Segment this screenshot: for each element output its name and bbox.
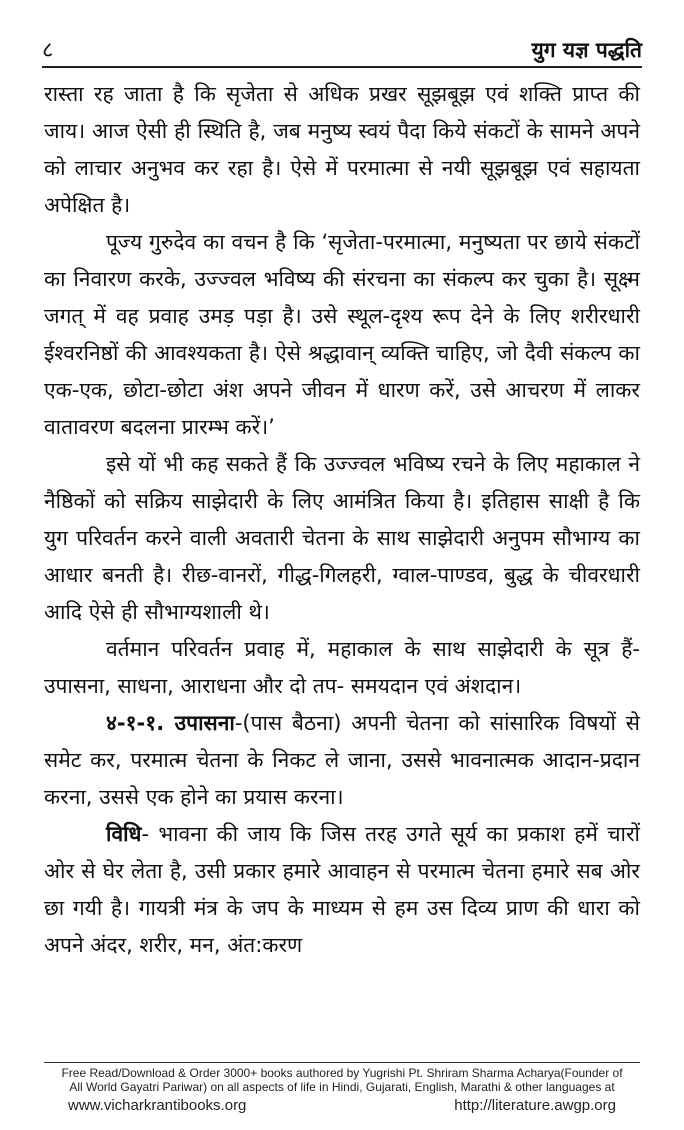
header-divider [42,66,642,68]
paragraph-3: इसे यों भी कह सकते हैं कि उज्ज्वल भविष्य रचने के लिए महाकाल ने नैष्ठिकों को सक्रिय साझेदारी के लिए आमंत्रित किया है। इतिहास साक्षी है कि युग परिवर्तन करने वाली अवतारी चेतना के साथ साझेदारी अनुपम सौभाग्य का आधार बनती है। रीछ-वानरों, गीद्ध-गिलहरी, ग्वाल-पाण्डव, बुद्ध के चीवरधारी आदि ऐसे ही सौभाग्यशाली थे। [44,452,640,624]
upasana-text: -(पास बैठना) अपनी चेतना को सांसारिक विषयों से समेट कर, परमात्म चेतना के निकट ले जाना, उससे भावनात्मक आदान-प्रदान करना, उससे एक होने का प्रयास करना। [44,711,640,809]
page-header [42,30,642,64]
paragraph-vidhi [44,816,640,964]
page-number: ८ [42,38,54,63]
page-body [44,76,640,964]
subheading-vidhi: विधि [106,822,142,846]
vidhi-text: - भावना की जाय कि जिस तरह उगते सूर्य का प्रकाश हमें चारों ओर से घेर लेता है, उसी प्रकार हमारे आवाहन से परमात्म चेतना हमारे सब ओर छा गयी है। गायत्री मंत्र के जप के माध्यम से हम उस दिव्य प्राण की धारा को अपने अंदर, शरीर, मन, अंत:करण [44,822,640,957]
paragraph-2: पूज्य गुरुदेव का वचन है कि ‘सृजेता-परमात्मा, मनुष्यता पर छाये संकटों का निवारण करके, उज्ज्वल भविष्य की संरचना का संकल्प कर चुका है। सूक्ष्म जगत् में वह प्रवाह उमड़ पड़ा है। उसे स्थूल-दृश्य रूप देने के लिए शरीरधारी ईश्वरनिष्ठों की आवश्यकता है। ऐसे श्रद्धावान् व्यक्ति चाहिए, जो दैवी संकल्प का एक-एक, छोटा-छोटा अंश अपने जीवन में धारण करें, उसे आचरण में लाकर वातावरण बदलना प्रारम्भ करें।’ [44,230,640,439]
footer-line-1: Free Read/Download & Order 3000+ books authored by Yugrishi Pt. Shriram Sharma Acharya(Founder of [61,1066,623,1080]
footer-divider [44,1062,640,1063]
section-heading-upasana: ४-१-१. उपासना [106,711,235,735]
footer-notice [40,1066,644,1094]
link-vicharkrantibooks[interactable]: www.vicharkrantibooks.org [68,1097,247,1114]
link-literature-awgp[interactable]: http://literature.awgp.org [454,1097,616,1114]
paragraph-4: वर्तमान परिवर्तन प्रवाह में, महाकाल के साथ साझेदारी के सूत्र हैं-उपासना, साधना, आराधना और दो तप- समयदान एवं अंशदान। [44,637,640,698]
paragraph-1: रास्ता रह जाता है कि सृजेता से अधिक प्रखर सूझबूझ एवं शक्ति प्राप्त की जाय। आज ऐसी ही स्थिति है, जब मनुष्य स्वयं पैदा किये संकटों के सामने अपने को लाचार अनुभव कर रहा है। ऐसे में परमात्मा से नयी सूझबूझ एवं सहायता अपेक्षित है। [44,82,640,217]
paragraph-upasana [44,705,640,816]
footer-line-2: All World Gayatri Pariwar) on all aspects of life in Hindi, Gujarati, English, Marathi & other languages at [69,1080,615,1094]
footer-links [68,1097,616,1114]
running-title: युग यज्ञ पद्धति [531,38,642,62]
